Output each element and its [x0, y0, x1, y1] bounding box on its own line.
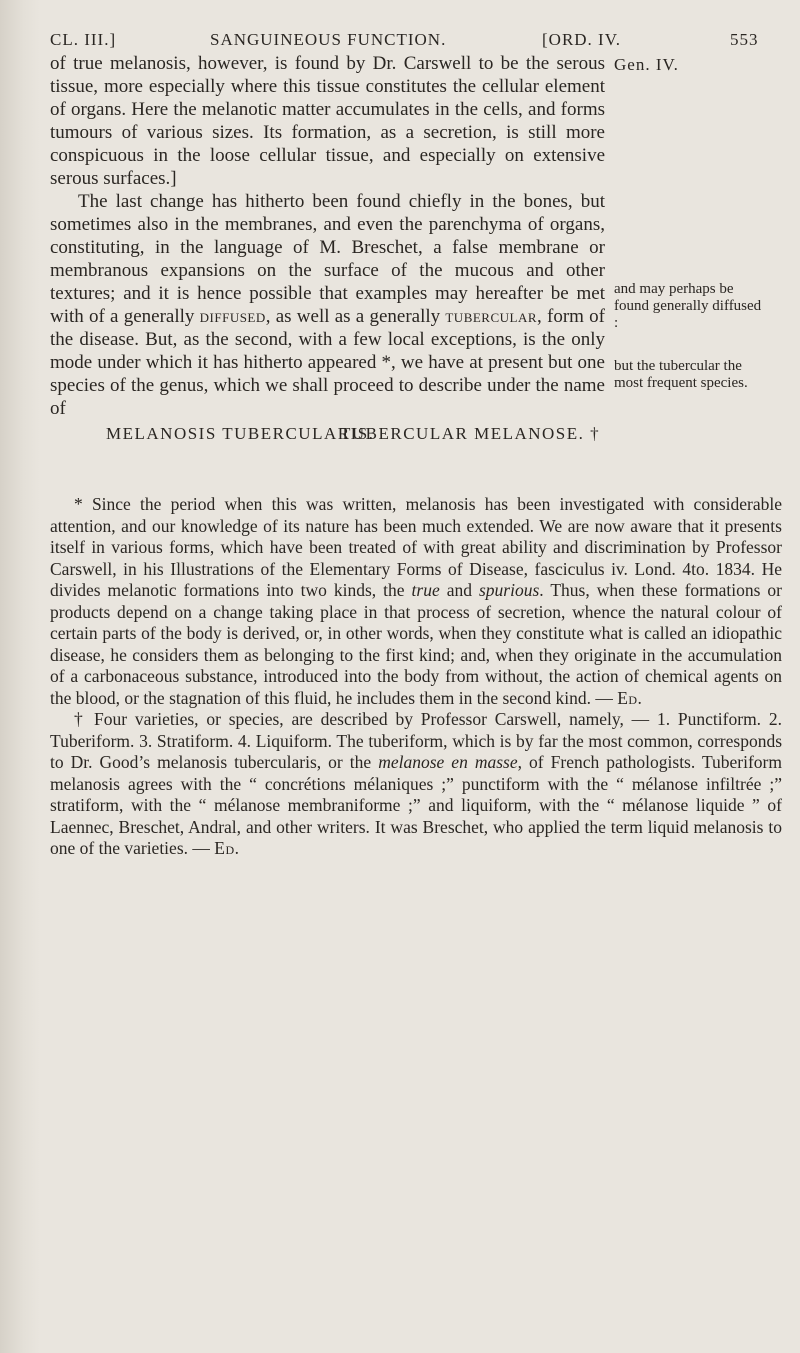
- header-title: SANGUINEOUS FUNCTION.: [210, 30, 447, 49]
- sidenote-tubercular: but the tubercular the most frequent species.: [614, 358, 748, 391]
- editor-mark: Ed.: [617, 687, 643, 708]
- sidenote-genus: Gen. IV.: [614, 55, 679, 74]
- main-text: [50, 52, 605, 420]
- page-number: 553: [730, 30, 759, 49]
- running-header: [50, 30, 790, 54]
- paragraph-1: of true melanosis, however, is found by Dr. Carswell to be the serous tissue, more especially where this tissue constitutes the cellular element of organs. Here the melanotic matter accumulates in the cells, and forms tumours of various sizes. Its formation, as a secretion, is still more conspicuous in the loose cellular tissue, and especially on extensive serous surfaces.]: [50, 53, 605, 189]
- footnotes: [50, 494, 782, 860]
- footnote-1: * Since the period when this was written, melanosis has been investigated with considerable attention, and our knowledge of its nature has been much extended. We are now aware that it presents itself in various forms, which have been treated of with great ability and discrimination by Professor Carswell, in his Illustrations of the Elementary Forms of Disease, fasciculus iv. Lond. 4to. 1834. He divides melanotic formations into two kinds, the true and spurious. Thus, when these formations or products depend on a change taking place in that process of secretion, whence the natural colour of certain parts of the body is derived, or, in other words, when they constitute what is called an idiopathic disease, he considers them as belonging to the first kind; and, when they originate in the accumulation of a carbonaceous substance, introduced into the body from without, the action of chemical agents on the blood, or the stagnation of this fluid, he includes them in the second kind. — Ed.: [50, 494, 782, 708]
- term-tubercular: tubercular: [445, 306, 538, 327]
- species-heading: [50, 424, 605, 448]
- footnote-2: † Four varieties, or species, are described by Professor Carswell, namely, — 1. Punctiform. 2. Tuberiform. 3. Stratiform. 4. Liquiform. The tuberiform, which is by far the most common, corresponds to Dr. Good’s melanosis tubercularis, or the melanose en masse, of French pathologists. Tuberiform melanosis agrees with the “ concrétions mélaniques ;” punctiform with the “ mélanose infiltrée ;” stratiform, with the “ mélanose membraniforme ;” and liquiform, with the “ mélanose liquide ” of Laennec, Breschet, Andral, and other writers. It was Breschet, who applied the term liquid melanosis to one of the varieties. — Ed.: [50, 709, 782, 858]
- term-diffused: diffused: [199, 306, 266, 327]
- paragraph-2: The last change has hitherto been found chiefly in the bones, but sometimes also in the membranes, and even the parenchyma of organs, constituting, in the language of M. Breschet, a false membrane or membranous expansions on the surface of the mucous and other textures; and it is hence possible that examples may hereafter be met with of a generally diffused, as well as a generally tubercular, form of the disease. But, as the second, with a few local exceptions, is the only mode under which it has hitherto appeared *, we have at present but one species of the genus, which we shall proceed to describe under the name of: [50, 191, 605, 419]
- header-chapter: CL. III.]: [50, 30, 117, 49]
- sidenote-diffused: and may perhaps be found generally diffused :: [614, 281, 762, 331]
- species-latin-name: MELANOSIS TUBERCULARIS.: [106, 424, 375, 443]
- editor-mark: Ed.: [214, 838, 240, 858]
- header-order: [ORD. IV.: [542, 30, 622, 49]
- page-gutter-shadow: [0, 0, 40, 1353]
- species-english-name: TUBERCULAR MELANOSE. †: [340, 424, 601, 443]
